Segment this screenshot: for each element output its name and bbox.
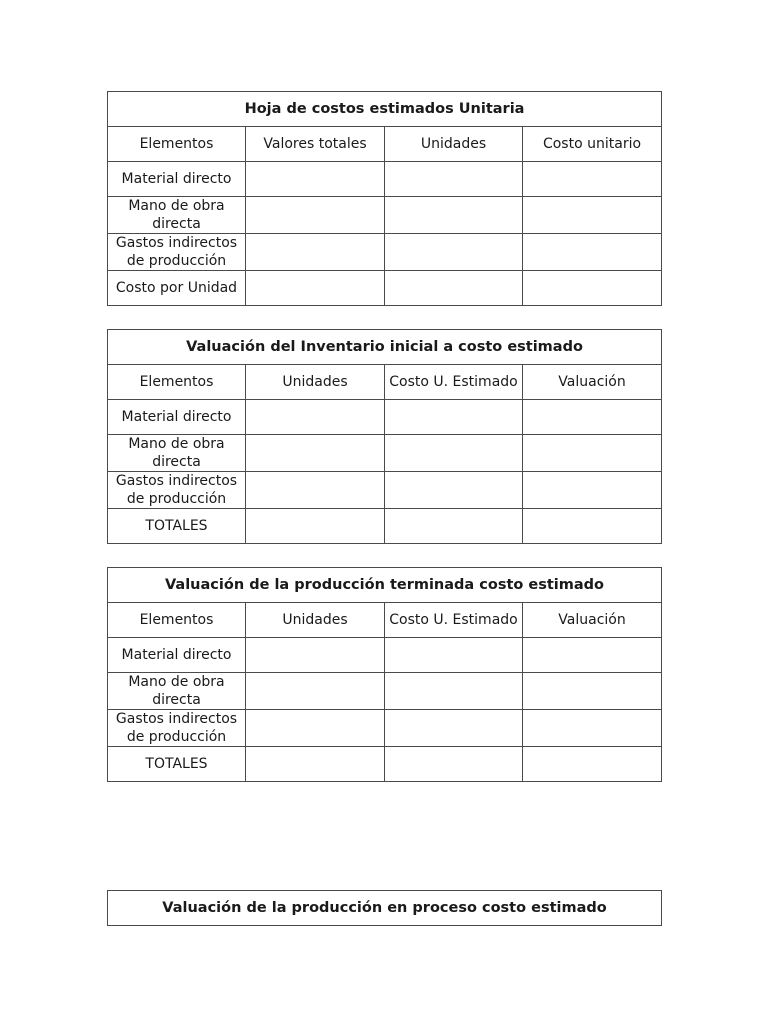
table-title: Hoja de costos estimados Unitaria: [108, 92, 662, 127]
row-label: Gastos indirectos de producción: [108, 472, 246, 509]
table-title-row: [108, 92, 662, 127]
header-row: [108, 603, 662, 638]
table-cell[interactable]: [385, 472, 523, 509]
table-cell[interactable]: [385, 234, 523, 271]
table-cell[interactable]: [246, 400, 385, 435]
table-title: Valuación del Inventario inicial a costo estimado: [108, 330, 662, 365]
table-cell[interactable]: [523, 747, 662, 782]
table-cell[interactable]: [523, 234, 662, 271]
row-label: Mano de obra directa: [108, 673, 246, 710]
unit-cost-sheet-table: [107, 91, 662, 306]
table-cell[interactable]: [246, 234, 385, 271]
table-row: [108, 509, 662, 544]
column-header: Valores totales: [246, 127, 385, 162]
table-cell[interactable]: [523, 472, 662, 509]
table-cell[interactable]: [246, 472, 385, 509]
row-label: Mano de obra directa: [108, 435, 246, 472]
column-header: Elementos: [108, 127, 246, 162]
table-cell[interactable]: [523, 673, 662, 710]
row-label: Material directo: [108, 638, 246, 673]
table-cell[interactable]: [246, 509, 385, 544]
table-cell[interactable]: [246, 638, 385, 673]
table-row: [108, 638, 662, 673]
table-title-row: [108, 568, 662, 603]
table-cell[interactable]: [246, 271, 385, 306]
column-header: Elementos: [108, 603, 246, 638]
table-cell[interactable]: [385, 271, 523, 306]
table-cell[interactable]: [523, 197, 662, 234]
table-cell[interactable]: [385, 638, 523, 673]
header-row: [108, 127, 662, 162]
table-cell[interactable]: [523, 638, 662, 673]
table-row: [108, 435, 662, 472]
row-label: Mano de obra directa: [108, 197, 246, 234]
table-title: Valuación de la producción terminada costo estimado: [108, 568, 662, 603]
table-cell[interactable]: [246, 435, 385, 472]
table-cell[interactable]: [385, 509, 523, 544]
table-cell[interactable]: [385, 435, 523, 472]
column-header: Unidades: [385, 127, 523, 162]
table-cell[interactable]: [246, 197, 385, 234]
column-header: Valuación: [523, 603, 662, 638]
row-label: TOTALES: [108, 747, 246, 782]
column-header: Valuación: [523, 365, 662, 400]
column-header: Costo U. Estimado: [385, 365, 523, 400]
table-row: [108, 472, 662, 509]
column-header: Costo U. Estimado: [385, 603, 523, 638]
table-cell[interactable]: [523, 400, 662, 435]
table-title-row: [108, 330, 662, 365]
table-title-row: [108, 891, 662, 926]
table-cell[interactable]: [523, 435, 662, 472]
table-row: [108, 162, 662, 197]
row-label: Gastos indirectos de producción: [108, 234, 246, 271]
column-header: Elementos: [108, 365, 246, 400]
table-row: [108, 271, 662, 306]
header-row: [108, 365, 662, 400]
table-cell[interactable]: [385, 162, 523, 197]
table-cell[interactable]: [523, 710, 662, 747]
table-row: [108, 710, 662, 747]
table-cell[interactable]: [385, 747, 523, 782]
table-cell[interactable]: [523, 509, 662, 544]
table-row: [108, 673, 662, 710]
table-cell[interactable]: [523, 271, 662, 306]
table-row: [108, 197, 662, 234]
table-cell[interactable]: [246, 710, 385, 747]
column-header: Unidades: [246, 603, 385, 638]
table-cell[interactable]: [385, 197, 523, 234]
row-label: TOTALES: [108, 509, 246, 544]
in-process-production-table: [107, 890, 662, 926]
table-cell[interactable]: [246, 673, 385, 710]
table-cell[interactable]: [385, 673, 523, 710]
initial-inventory-table: [107, 329, 662, 544]
column-header: Unidades: [246, 365, 385, 400]
row-label: Material directo: [108, 162, 246, 197]
table-cell[interactable]: [385, 400, 523, 435]
table-title: Valuación de la producción en proceso costo estimado: [108, 891, 662, 926]
table-cell[interactable]: [385, 710, 523, 747]
finished-production-table: [107, 567, 662, 782]
table-row: [108, 234, 662, 271]
table-row: [108, 747, 662, 782]
row-label: Material directo: [108, 400, 246, 435]
table-cell[interactable]: [246, 747, 385, 782]
table-cell[interactable]: [523, 162, 662, 197]
table-row: [108, 400, 662, 435]
row-label: Costo por Unidad: [108, 271, 246, 306]
column-header: Costo unitario: [523, 127, 662, 162]
table-cell[interactable]: [246, 162, 385, 197]
row-label: Gastos indirectos de producción: [108, 710, 246, 747]
